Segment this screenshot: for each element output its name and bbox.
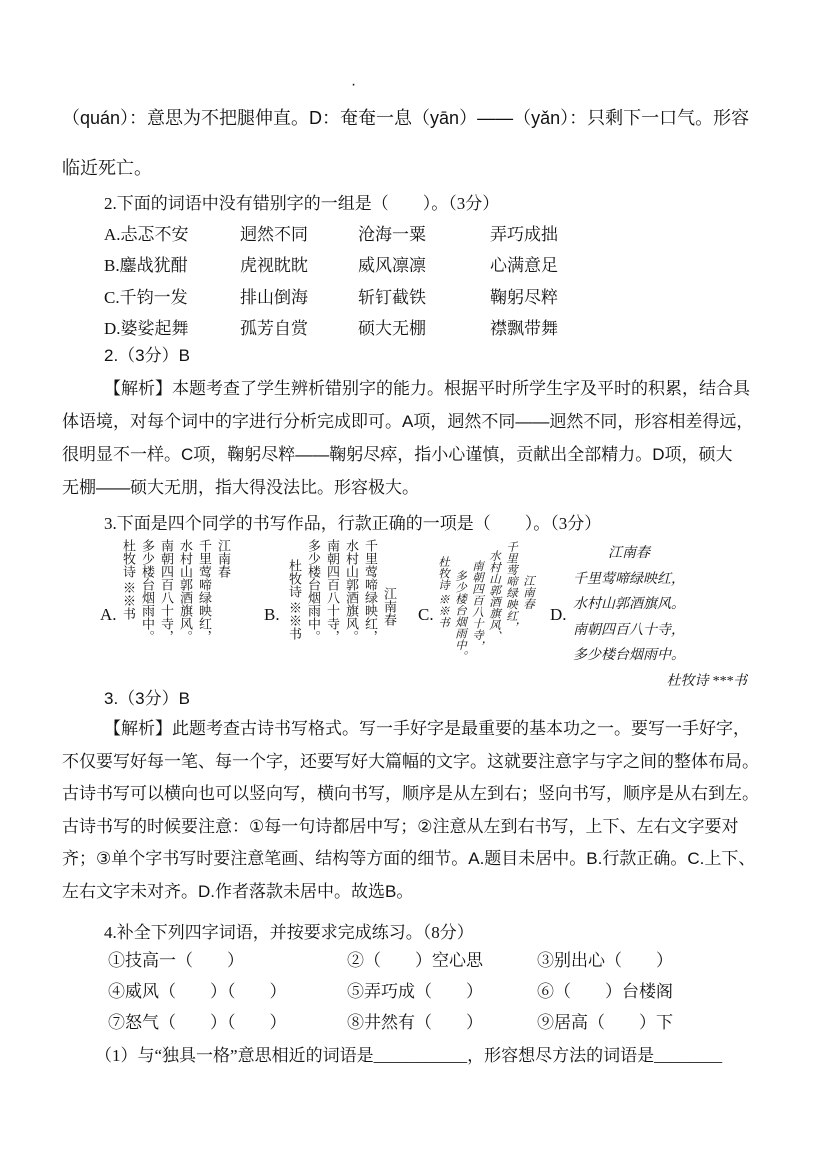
- option-word: 虎视眈眈: [240, 256, 308, 276]
- blank-item: ⑦怒气（ ）（ ）: [108, 1013, 287, 1032]
- poem-title-column: 江南春: [382, 587, 397, 626]
- explanation-line: 左右文字未对齐。D.作者落款未居中。故选B。: [62, 881, 414, 901]
- poem-column: 南朝四百八十寺，: [325, 539, 340, 643]
- explanation-line: 齐；③单个字书写时要注意笔画、结构等方面的细节。A.题目未居中。B.行款正确。C.上下、: [62, 849, 756, 869]
- poem-column: 千里莺啼绿映红，: [363, 539, 378, 643]
- blank-row: [108, 945, 770, 976]
- calligraphy-sample-a: [119, 539, 233, 679]
- poem-column: 南朝四百八十寺，: [159, 539, 174, 643]
- poem-title-column: 江南春: [216, 539, 231, 578]
- blank-item: ③别出心（ ）: [537, 951, 673, 970]
- explanation-line: 【解析】本题考查了学生辨析错别字的能力。根据平时所学生字及平时的积累，结合具: [104, 379, 750, 398]
- calligraphy-sample-d: [567, 541, 747, 694]
- emphasis-dot-icon: ·: [350, 76, 357, 93]
- explanation-line: 古诗书写的时候要注意：①每一句诗都居中写；②注意从左到右书写，上下、左右文字要对: [62, 816, 739, 836]
- option-word: 襟飘带舞: [490, 318, 558, 338]
- blank-item: ①技高一（ ）: [108, 951, 244, 970]
- poem-signature-column: 杜牧诗 ※※书: [121, 539, 136, 621]
- option-word: 鞠躬尽粹: [490, 287, 558, 307]
- question-2-options: [62, 219, 770, 344]
- intro-line-1-prefix: （quán）：意思为不把腿伸直。D：: [62, 108, 341, 128]
- option-word: 孤芳自赏: [240, 318, 308, 338]
- option-cell: [104, 219, 240, 250]
- option-label: D.: [104, 318, 121, 338]
- emphasized-char-glyph: 奄: [340, 108, 359, 128]
- sample-label-c: C.: [418, 605, 434, 624]
- option-row-b: [104, 250, 770, 281]
- option-word: 排山倒海: [240, 287, 308, 307]
- option-word: 千钧一发: [119, 287, 188, 307]
- question-4-stem: 4.补全下列四字词语，并按要求完成练习。（8分）: [104, 923, 474, 942]
- intro-paragraph: [62, 76, 770, 193]
- option-word: 弄巧成拙: [490, 225, 558, 244]
- blank-item: ⑥（ ）台楼阁: [537, 982, 673, 1001]
- poem-line: 千里莺啼绿映红，: [573, 571, 685, 587]
- sample-label-b: B.: [264, 605, 280, 624]
- option-row-c: [104, 282, 770, 313]
- option-word: 婆娑起舞: [120, 318, 189, 338]
- poem-line: 多少楼台烟雨中。: [573, 648, 685, 663]
- option-label: B.: [104, 256, 120, 276]
- blank-row: [108, 976, 770, 1007]
- explanation-line: 体语境，对每个词中的字进行分析完成即可。A项，迵然不同——迥然不同，形容相差得远，: [62, 412, 754, 431]
- poem-column: 多少楼台烟雨中。: [140, 539, 155, 643]
- option-word: 鏖战犹酣: [119, 256, 188, 276]
- explanation-line: 不仅要写好每一笔、每一个字，还要写好大篇幅的文字。这就要注意字与字之间的整体布局。: [62, 751, 759, 771]
- blank-row: [108, 1007, 770, 1038]
- option-word: 硕大无棚: [358, 318, 426, 338]
- question-3-explanation: [62, 713, 770, 909]
- poem-column: 水村山郭酒旗风。: [178, 539, 193, 643]
- poem-signature-column: 杜牧诗 ※※书: [287, 559, 302, 641]
- poem-column: 水村山郭酒旗风、: [488, 550, 500, 642]
- poem-line: 水村山郭酒旗风。: [573, 597, 685, 612]
- option-label: C.: [104, 287, 120, 307]
- calligraphy-sample-c: [434, 541, 536, 673]
- sample-label-d: D.: [550, 605, 567, 624]
- option-cell: [104, 282, 240, 313]
- calligraphy-sample-b: [285, 539, 399, 679]
- explanation-line: 无棚——硕大无朋，指大得没法比。形容极大。: [62, 478, 419, 497]
- option-word: 威风凛凛: [358, 256, 426, 276]
- option-cell: [104, 250, 240, 281]
- question-4-blanks: [62, 945, 770, 1038]
- intro-line-2: 临近死亡。: [62, 158, 152, 178]
- explanation-line: 很明显不一样。C项，鞠躬尽粹——鞠躬尽瘁，指小心谨慎，贡献出全部精力。D项，硕大: [62, 445, 733, 464]
- question-4-subquestion-1: （1）与“独具一格”意思相近的词语是___________，形容想尽方法的词语是________: [95, 1046, 723, 1065]
- blank-item: ⑧井然有（ ）: [347, 1013, 483, 1032]
- option-word: 忐忑不安: [120, 225, 189, 244]
- option-word: 迵然不同: [240, 225, 308, 244]
- blank-item: ⑤弄巧成（ ）: [347, 982, 483, 1001]
- poem-signature-column: 杜牧诗 ※※书: [437, 556, 449, 628]
- option-cell: [104, 313, 240, 344]
- option-row-a: [104, 219, 770, 250]
- poem-column: 千里莺啼绿映红，: [197, 539, 212, 643]
- poem-column: 多少楼台烟雨中。: [306, 539, 321, 643]
- poem-title-column: 江南春: [522, 575, 534, 610]
- option-word: 斩钉截铁: [358, 287, 426, 307]
- question-3-answer: 3.（3分）B: [104, 689, 190, 708]
- explanation-line: 古诗书写可以横向也可以竖向写，横向书写，顺序是从左到右；竖向书写，顺序是从右到左。: [62, 784, 759, 804]
- poem-title-line: 江南春: [608, 546, 650, 561]
- sample-label-a: A.: [100, 605, 117, 624]
- poem-column: 千里莺啼绿映红，: [505, 541, 517, 633]
- option-row-d: [104, 313, 770, 344]
- poem-column: 多少楼台烟雨中。: [454, 570, 466, 662]
- question-2-explanation: [62, 372, 770, 504]
- emphasized-char: [340, 76, 359, 143]
- blank-item: ④威风（ ）（ ）: [108, 982, 287, 1001]
- poem-signature-line: 杜牧诗 ***书: [666, 673, 747, 689]
- question-2-stem: 2.下面的词语中没有错别字的一组是（ ）。（3分）: [104, 194, 500, 213]
- question-2-answer: 2.（3分）B: [104, 346, 190, 365]
- poem-column: 水村山郭酒旗风。: [344, 539, 359, 643]
- intro-line-1-suffix: 奄一息（yān）——（yǎn）：只剩下一口气。形容: [358, 108, 750, 128]
- intro-line-1: [62, 76, 770, 143]
- calligraphy-samples: [62, 535, 770, 687]
- question-3-stem: 3.下面是四个同学的书写作品，行款正确的一项是（ ）。（3分）: [104, 514, 602, 533]
- explanation-line: 【解析】此题考查古诗书写格式。写一手好字是最重要的基本功之一。要写一手好字，: [104, 719, 750, 738]
- option-word: 沧海一粟: [358, 225, 426, 244]
- poem-line: 南朝四百八十寺，: [573, 622, 685, 638]
- option-word: 心满意足: [490, 256, 558, 276]
- blank-item: ⑨居高（ ）下: [537, 1013, 673, 1032]
- blank-item: ②（ ）空心思: [347, 951, 483, 970]
- option-label: A.: [104, 225, 121, 244]
- poem-column: 南朝四百八十寺，: [471, 560, 483, 652]
